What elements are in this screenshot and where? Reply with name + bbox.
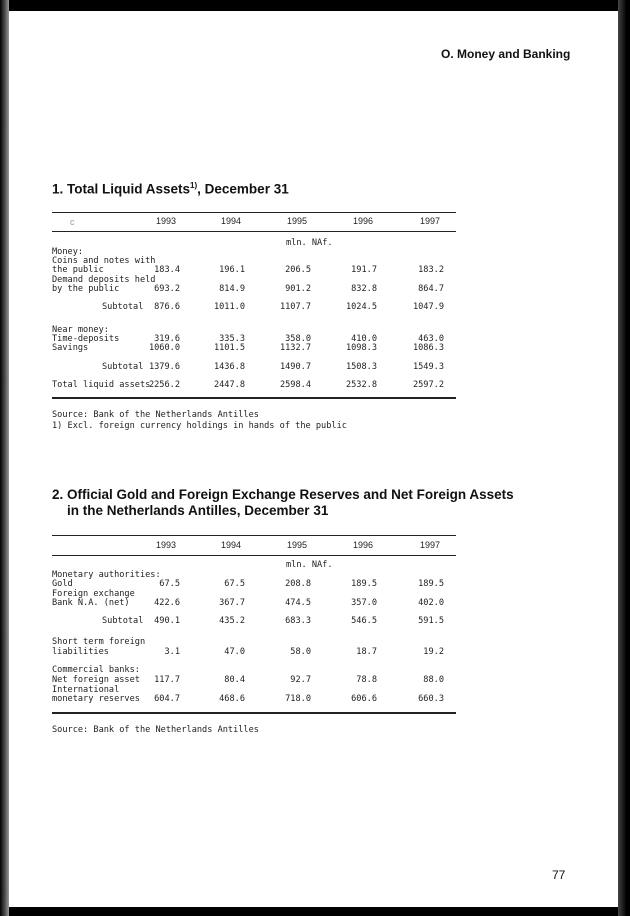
cell-value: 435.2 (219, 616, 245, 626)
cell-value: 67.5 (159, 579, 180, 589)
cell-value: 1011.0 (213, 302, 245, 312)
table2-header-rule (52, 555, 456, 556)
cell-value: 876.6 (154, 302, 180, 312)
cell-value: 410.0 (351, 334, 377, 344)
row-label: Gold (52, 579, 73, 589)
cell-value: 474.5 (285, 598, 311, 608)
table-row (52, 647, 456, 658)
cell-value: 1132.7 (279, 343, 311, 353)
table-row (52, 284, 456, 295)
cell-value: 189.5 (351, 579, 377, 589)
table1-title-footnote-mark: 1) (190, 181, 198, 190)
cell-value: 19.2 (423, 647, 444, 657)
cell-value: 1436.8 (213, 362, 245, 372)
table1-unit: mln. NAf. (286, 238, 333, 248)
page-edge-right (618, 0, 630, 916)
row-label: Time-deposits (52, 334, 120, 344)
cell-value: 2447.8 (213, 380, 245, 390)
table2-source: Source: Bank of the Netherlands Antilles (52, 725, 259, 735)
table2-top-rule (52, 535, 456, 536)
cell-value: 67.5 (224, 579, 245, 589)
row-label: monetary reserves (52, 694, 140, 704)
cell-value: 1490.7 (279, 362, 311, 372)
cell-value: 78.8 (356, 675, 377, 685)
year-header-1: 1994 (220, 540, 241, 550)
year-header-0: 1993 (155, 216, 176, 226)
cell-value: 814.9 (219, 284, 245, 294)
table-row (52, 380, 456, 391)
cell-value: 1024.5 (345, 302, 377, 312)
year-header-3: 1996 (352, 216, 373, 226)
page-number: 77 (552, 868, 566, 882)
row-label: the public (52, 265, 104, 275)
table1-top-rule (52, 212, 456, 213)
cell-value: 335.3 (219, 334, 245, 344)
row-label: liabilities (52, 647, 109, 657)
cell-value: 1060.0 (148, 343, 180, 353)
cell-value: 189.5 (418, 579, 444, 589)
cell-value: 591.5 (418, 616, 444, 626)
row-label: Near money: (52, 325, 109, 335)
row-label: Subtotal (102, 616, 144, 626)
cell-value: 604.7 (154, 694, 180, 704)
table1-bottom-rule (52, 397, 456, 399)
table-row (52, 694, 456, 705)
cell-value: 58.0 (290, 647, 311, 657)
cell-value: 718.0 (285, 694, 311, 704)
cell-value: 88.0 (423, 675, 444, 685)
table1-header-rule (52, 231, 456, 232)
cell-value: 191.7 (351, 265, 377, 275)
year-header-4: 1997 (419, 540, 440, 550)
row-label: Subtotal (102, 302, 144, 312)
cell-value: 1047.9 (412, 302, 444, 312)
table1-corner-mark: c (70, 217, 75, 227)
page-edge-left (0, 0, 9, 916)
table-row (52, 598, 456, 609)
section-header: O. Money and Banking (441, 47, 571, 61)
cell-value: 422.6 (154, 598, 180, 608)
year-header-3: 1996 (352, 540, 373, 550)
row-label: Money: (52, 247, 84, 257)
cell-value: 18.7 (356, 647, 377, 657)
row-label: Bank N.A. (net) (52, 598, 130, 608)
table1-title (52, 177, 289, 198)
cell-value: 80.4 (224, 675, 245, 685)
table1-title-suffix: , December 31 (197, 181, 289, 197)
cell-value: 468.6 (219, 694, 245, 704)
cell-value: 196.1 (219, 265, 245, 275)
table2-bottom-rule (52, 712, 456, 714)
table-row (52, 616, 456, 627)
cell-value: 183.2 (418, 265, 444, 275)
row-label: Monetary authorities: (52, 570, 161, 580)
table1-title-text: 1. Total Liquid Assets (52, 181, 191, 197)
cell-value: 1098.3 (345, 343, 377, 353)
table1-source: Source: Bank of the Netherlands Antilles (52, 410, 259, 420)
cell-value: 901.2 (285, 284, 311, 294)
row-label: Foreign exchange (52, 589, 135, 599)
cell-value: 606.6 (351, 694, 377, 704)
cell-value: 1379.6 (148, 362, 180, 372)
cell-value: 92.7 (290, 675, 311, 685)
cell-value: 693.2 (154, 284, 180, 294)
row-label: Total liquid assets (52, 380, 151, 390)
cell-value: 208.8 (285, 579, 311, 589)
cell-value: 1101.5 (213, 343, 245, 353)
cell-value: 832.8 (351, 284, 377, 294)
cell-value: 2597.2 (412, 380, 444, 390)
year-header-0: 1993 (155, 540, 176, 550)
cell-value: 319.6 (154, 334, 180, 344)
cell-value: 1086.3 (412, 343, 444, 353)
row-label: Demand deposits held (52, 275, 156, 285)
cell-value: 358.0 (285, 334, 311, 344)
row-label: Subtotal (102, 362, 144, 372)
cell-value: 183.4 (154, 265, 180, 275)
cell-value: 683.3 (285, 616, 311, 626)
row-label: Coins and notes with (52, 256, 156, 266)
cell-value: 1508.3 (345, 362, 377, 372)
cell-value: 660.3 (418, 694, 444, 704)
cell-value: 2256.2 (148, 380, 180, 390)
year-header-4: 1997 (419, 216, 440, 226)
cell-value: 1107.7 (279, 302, 311, 312)
cell-value: 367.7 (219, 598, 245, 608)
cell-value: 2532.8 (345, 380, 377, 390)
year-header-2: 1995 (286, 216, 307, 226)
year-header-1: 1994 (220, 216, 241, 226)
row-label: Savings (52, 343, 89, 353)
table-row (52, 343, 456, 354)
row-label: Net foreign asset (52, 675, 140, 685)
cell-value: 206.5 (285, 265, 311, 275)
table1-footnote: 1) Excl. foreign currency holdings in hands of the public (52, 421, 347, 431)
cell-value: 117.7 (154, 675, 180, 685)
row-label: by the public (52, 284, 120, 294)
row-label: Commercial banks: (52, 665, 140, 675)
table2-unit: mln. NAf. (286, 560, 333, 570)
cell-value: 357.0 (351, 598, 377, 608)
row-label: Short term foreign (52, 637, 146, 647)
document-page (9, 11, 618, 907)
table-row (52, 362, 456, 373)
cell-value: 490.1 (154, 616, 180, 626)
cell-value: 2598.4 (279, 380, 311, 390)
cell-value: 47.0 (224, 647, 245, 657)
table2-title-line1: 2. Official Gold and Foreign Exchange Reserves and Net Foreign Assets (52, 487, 514, 502)
table-row (52, 302, 456, 313)
table2-title-line2: in the Netherlands Antilles, December 31 (67, 503, 329, 518)
row-label: International (52, 685, 120, 695)
cell-value: 864.7 (418, 284, 444, 294)
cell-value: 463.0 (418, 334, 444, 344)
year-header-2: 1995 (286, 540, 307, 550)
cell-value: 3.1 (164, 647, 180, 657)
cell-value: 546.5 (351, 616, 377, 626)
cell-value: 402.0 (418, 598, 444, 608)
cell-value: 1549.3 (412, 362, 444, 372)
